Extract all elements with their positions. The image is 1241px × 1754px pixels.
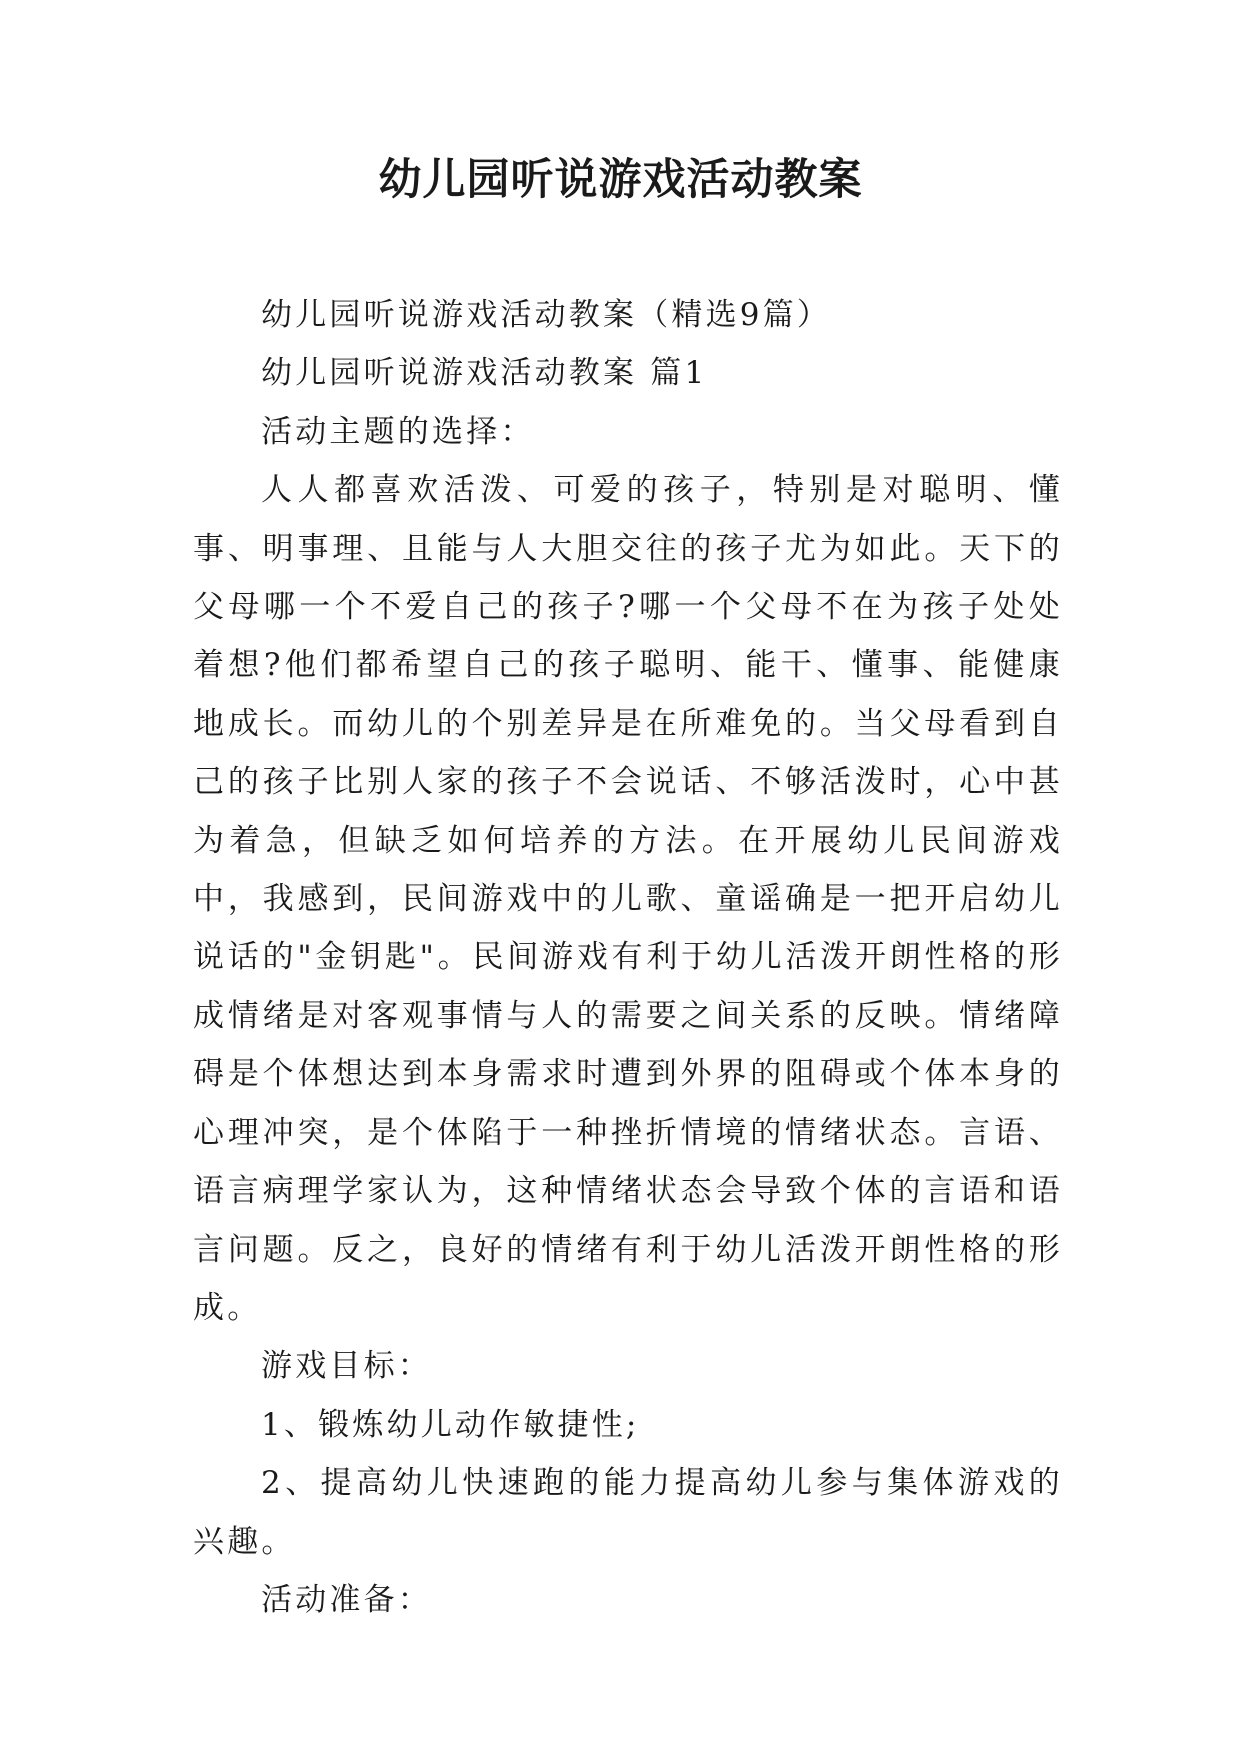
section-heading: 幼儿园听说游戏活动教案 篇1 — [261, 355, 708, 392]
body-paragraph: 人人都喜欢活泼、可爱的孩子，特别是对聪明、懂事、明事理、且能与人大胆交往的孩子尤为如此。天下的父母哪一个不爱自己的孩子?哪一个父母不在为孩子处处着想?他们都希望自己的孩子聪明、能干、懂事、能健康地成长。而幼儿的个别差异是在所难免的。当父母看到自己的孩子比别人家的孩子不会说话、不够活泼时，心中甚为着急，但缺乏如何培养的方法。在开展幼儿民间游戏中，我感到，民间游戏中的儿歌、童谣确是一把开启幼儿说话的"金钥匙"。民间游戏有利于幼儿活泼开朗性格的形成情绪是对客观事情与人的需要之间关系的反映。情绪障碍是个体想达到本身需求时遭到外界的阻碍或个体本身的心理冲突，是个体陷于一种挫折情境的情绪状态。言语、语言病理学家认为，这种情绪状态会导致个体的言语和语言问题。反之，良好的情绪有利于幼儿活泼开朗性格的形成。 — [193, 472, 1063, 1326]
document-body — [193, 286, 1063, 1629]
document-title: 幼儿园听说游戏活动教案 — [378, 155, 863, 205]
subtitle-paragraph: 幼儿园听说游戏活动教案（精选9篇） — [261, 297, 832, 333]
goal-item: 1、锻炼幼儿动作敏捷性; — [261, 1406, 640, 1443]
topic-heading: 活动主题的选择： — [261, 413, 535, 450]
preparation-heading: 活动准备： — [261, 1581, 432, 1618]
goal-item: 2、提高幼儿快速跑的能力提高幼儿参与集体游戏的兴趣。 — [193, 1465, 1063, 1560]
goals-heading: 游戏目标： — [261, 1348, 432, 1385]
